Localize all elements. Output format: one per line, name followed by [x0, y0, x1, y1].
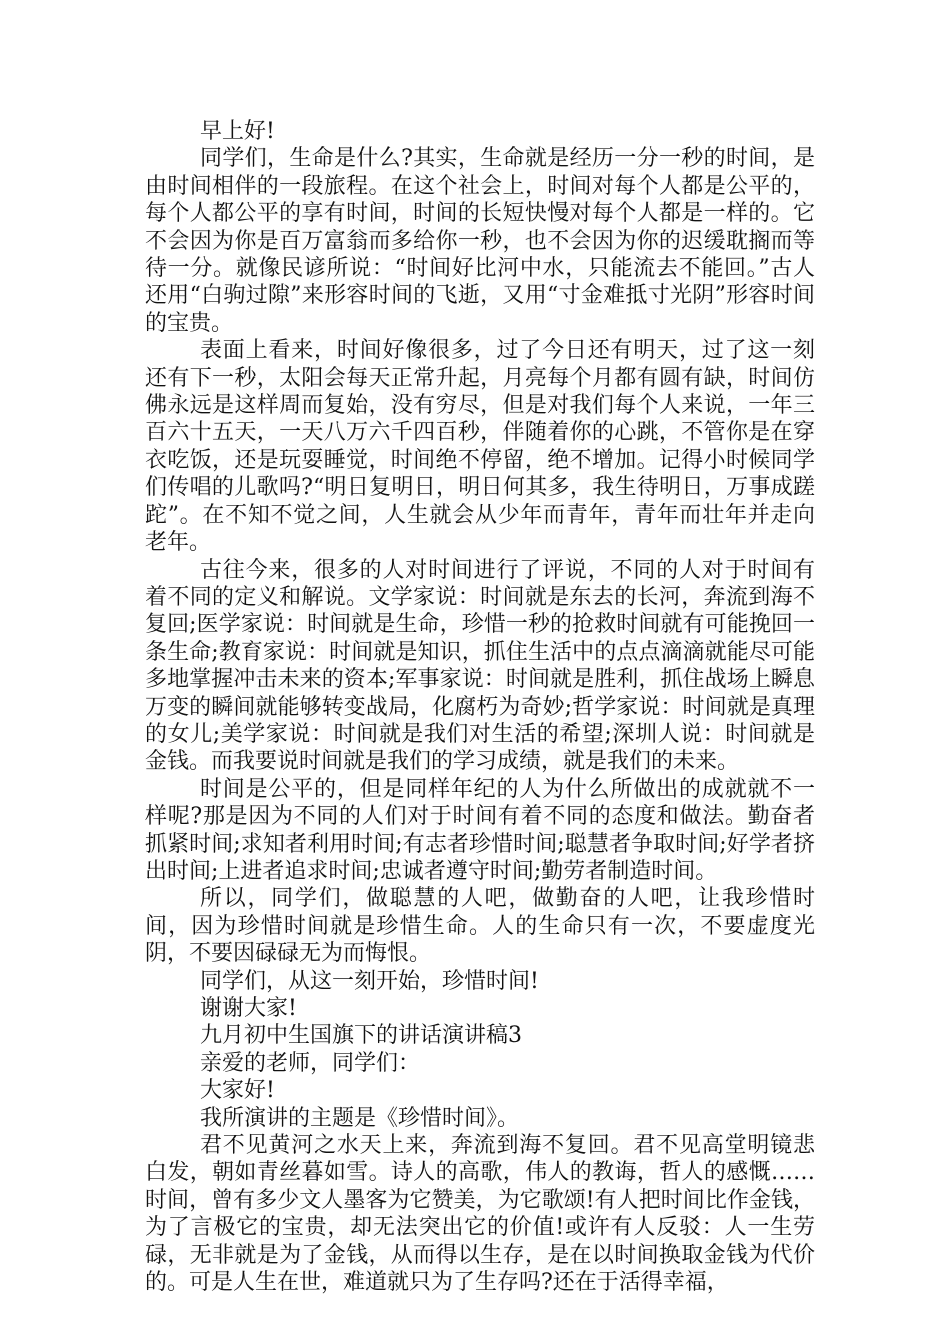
- hello-line: 大家好!: [200, 1078, 275, 1104]
- speech-text: [145, 118, 815, 1296]
- paragraph-time-appearance: 表面上看来，时间好像很多，过了今日还有明天，过了这一刻还有下一秒，太阳会每天正常升起，月亮每个月都有圆有缺，时间仿佛永远是这样周而复始，没有穷尽，但是对我们每个人来说，一年三百六十五天，一天八万六千四百秒，伴随着你的心跳，不管你是在穿衣吃饭，还是玩耍睡觉，时间绝不停留，绝不增加。记得小时候同学们传唱的儿歌吗?“明日复明日，明日何其多，我生待明日，万事成蹉跎”。在不知不觉之间，人生就会从少年而青年，青年而壮年并走向老年。: [145, 338, 815, 556]
- closing-call: 同学们，从这一刻开始，珍惜时间!: [200, 968, 539, 994]
- paragraph-time-fairness: 时间是公平的，但是同样年纪的人为什么所做出的成就就不一样呢?那是因为不同的人们对于时间有着不同的态度和做法。勤奋者抓紧时间;求知者利用时间;有志者珍惜时间;聪慧者争取时间;好学者挤出时间;上进者追求时间;忠诚者遵守时间;勤劳者制造时间。: [145, 776, 815, 884]
- paragraph-yellow-river: 君不见黄河之水天上来，奔流到海不复回。君不见高堂明镜悲白发，朝如青丝暮如雪。诗人的高歌，伟人的教诲，哲人的感慨……时间，曾有多少文人墨客为它赞美，为它歌颂!有人把时间比作金钱，为了言极它的宝贵，却无法突出它的价值!或许有人反驳：人一生劳碌，无非就是为了金钱，从而得以生存，是在以时间换取金钱为代价的。可是人生在世，难道就只为了生存吗?还在于活得幸福，: [145, 1133, 815, 1296]
- paragraph-conclusion: 所以，同学们，做聪慧的人吧，做勤奋的人吧，让我珍惜时间，因为珍惜时间就是珍惜生命。人的生命只有一次，不要虚度光阴，不要因碌碌无为而悔恨。: [145, 886, 815, 967]
- speech-topic-line: 我所演讲的主题是《珍惜时间》。: [200, 1105, 520, 1131]
- greeting-line: 早上好!: [200, 119, 275, 144]
- speech-title-3: 九月初中生国旗下的讲话演讲稿3: [200, 1023, 522, 1049]
- salutation-line: 亲爱的老师，同学们：: [200, 1050, 421, 1076]
- paragraph-time-definitions: 古往今来，很多的人对时间进行了评说，不同的人对于时间有着不同的定义和解说。文学家说：时间就是东去的长河，奔流到海不复回;医学家说：时间就是生命，珍惜一秒的抢救时间就有可能挽回一条生命;教育家说：时间就是知识，抓住生活中的点点滴滴就能尽可能多地掌握冲击未来的资本;军事家说：时间就是胜利，抓住战场上瞬息万变的瞬间就能够转变战局，化腐朽为奇妙;哲学家说：时间就是真理的女儿;美学家说：时间就是我们对生活的希望;深圳人说：时间就是金钱。而我要说时间就是我们的学习成绩，就是我们的未来。: [145, 557, 815, 775]
- thanks-line: 谢谢大家!: [200, 996, 297, 1021]
- paragraph-life-time: 同学们，生命是什么?其实，生命就是经历一分一秒的时间，是由时间相伴的一段旅程。在这个社会上，时间对每个人都是公平的，每个人都公平的享有时间，时间的长短快慢对每个人都是一样的。它不会因为你是百万富翁而多给你一秒，也不会因为你的迟缓耽搁而等待一分。就像民谚所说：“时间好比河中水，只能流去不能回。”古人还用“白驹过隙”来形容时间的飞逝，又用“寸金难抵寸光阴”形容时间的宝贵。: [145, 146, 815, 336]
